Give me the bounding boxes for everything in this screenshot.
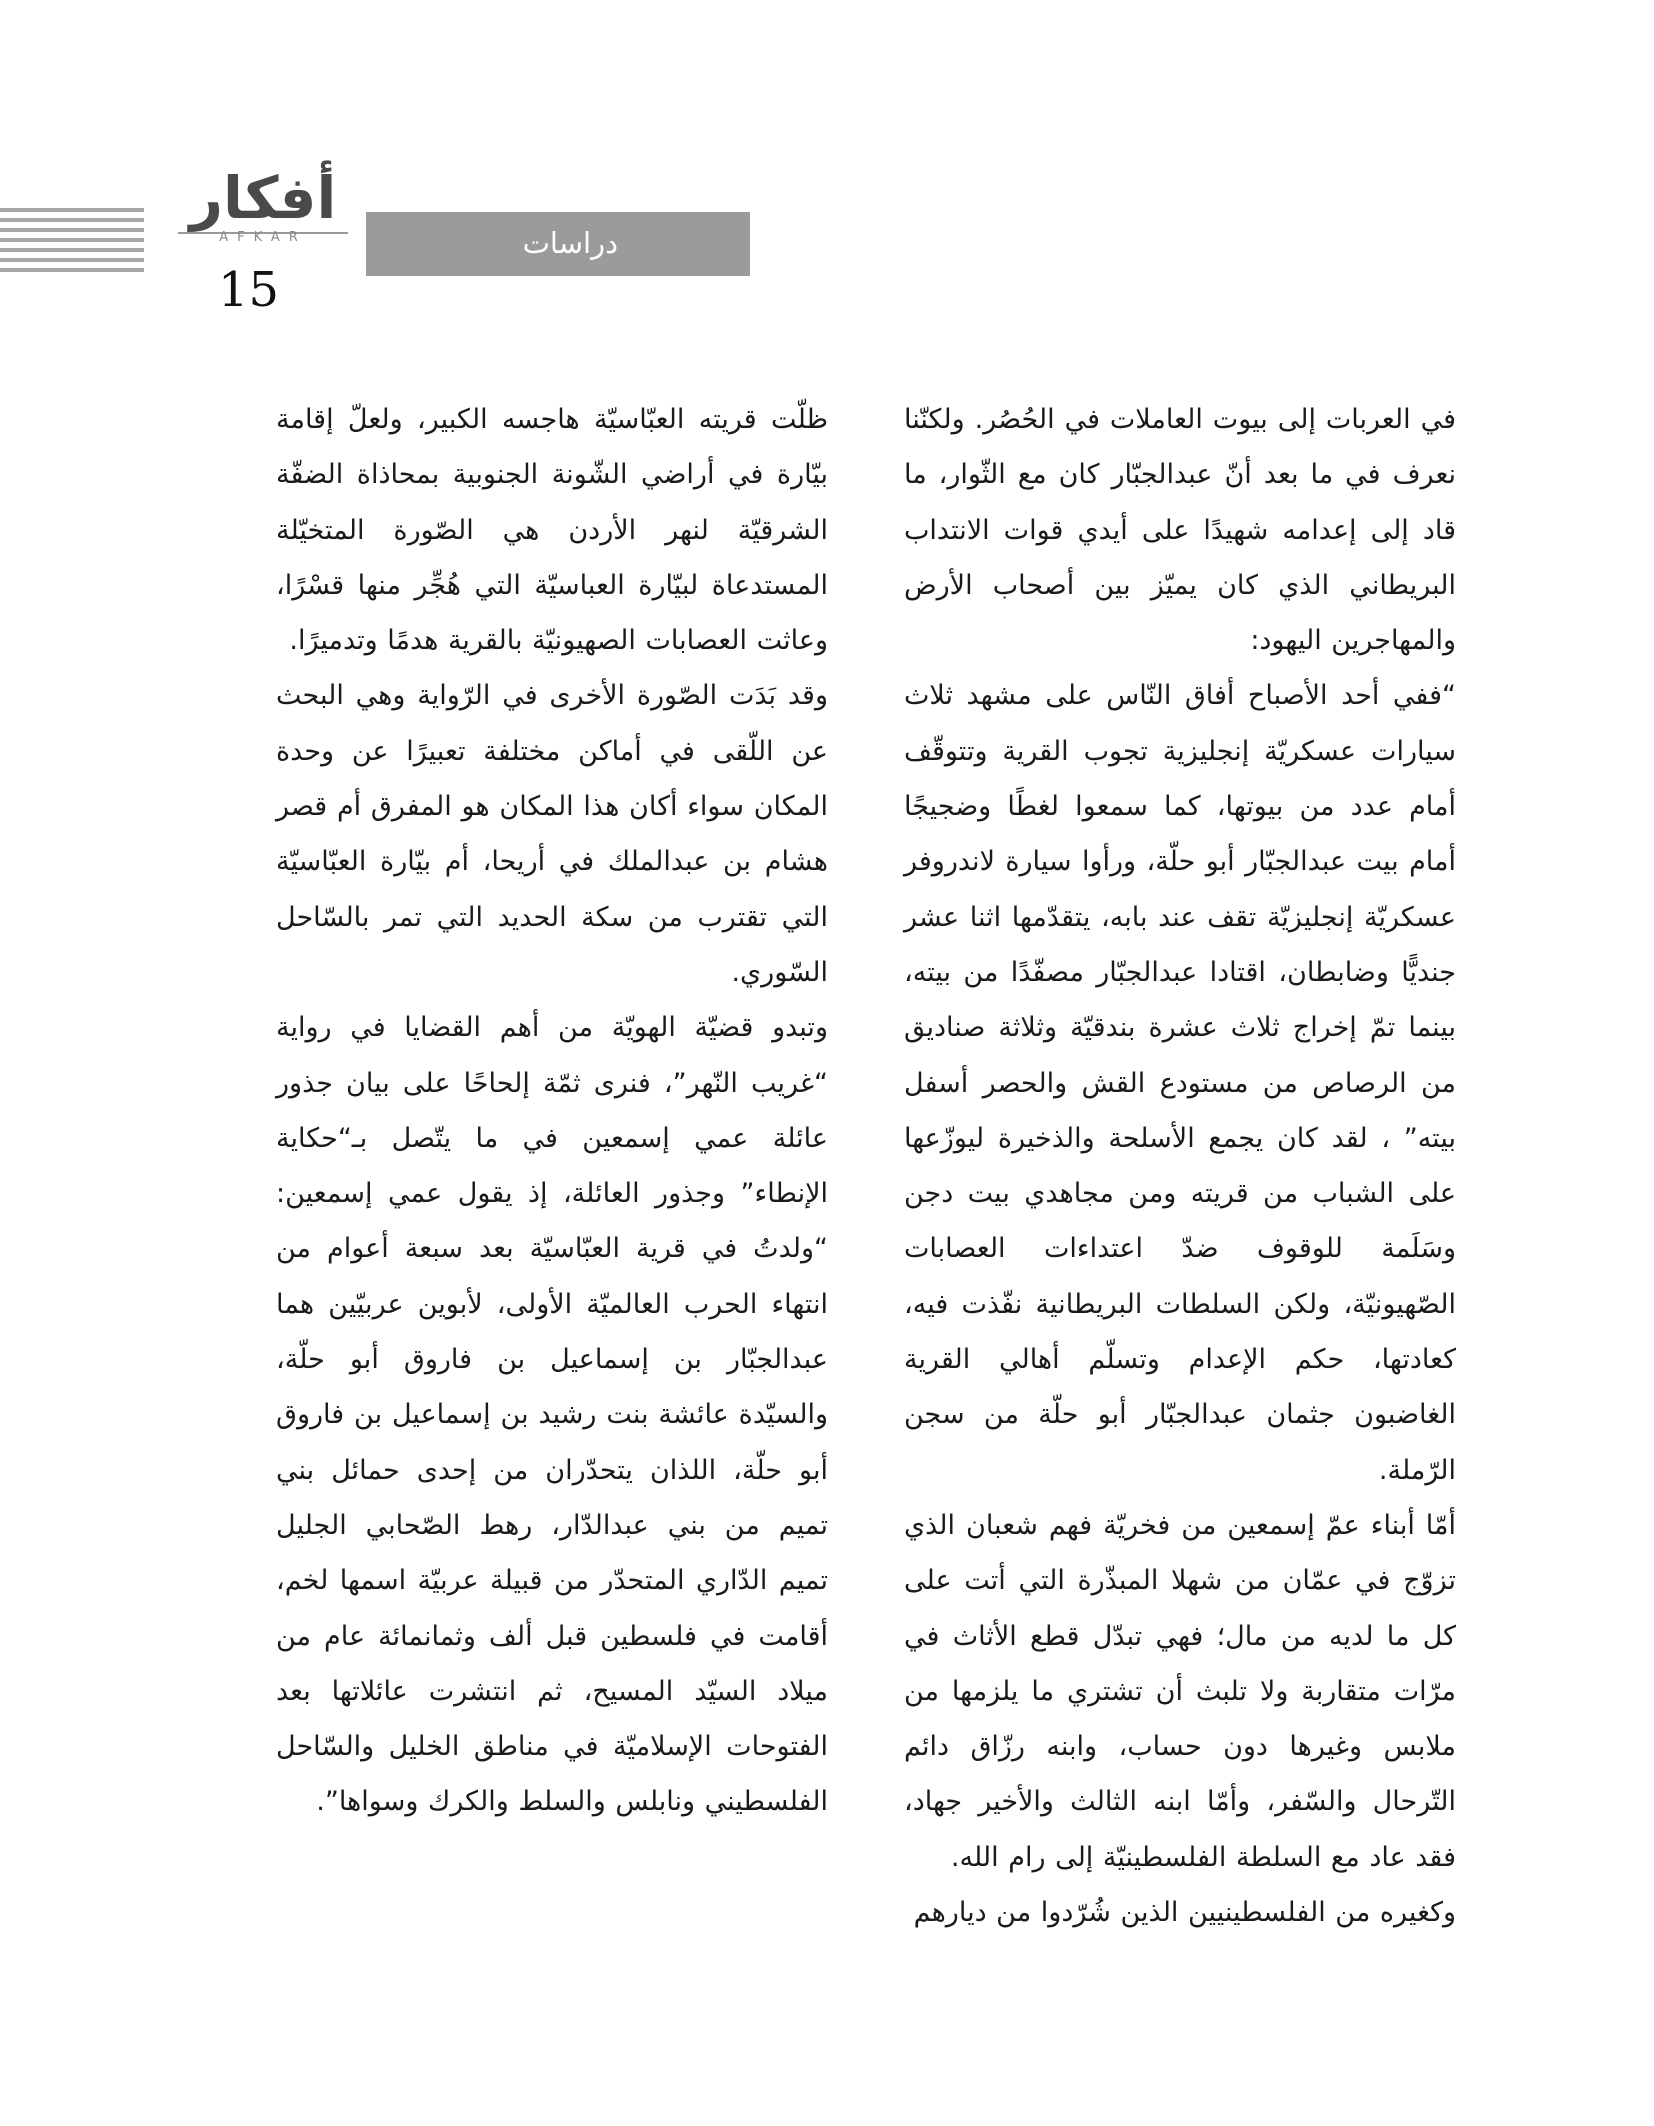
paragraph: في العربات إلى بيوت العاملات في الحُصُر. ولكنّنا نعرف في ما بعد أنّ عبدالجبّار كان مع الثّوار، ما قاد إلى إعدامه شهيدًا على أيدي قوات الانتداب البريطاني الذي كان يميّز بين أصحاب الأرض والمهاجرين اليهود:	[904, 404, 1456, 657]
article-column-left	[276, 392, 828, 1830]
paragraph: وكغيره من الفلسطينيين الذين شُرّدوا من ديارهم	[913, 1897, 1456, 1929]
article-column-right	[904, 392, 1456, 1940]
decorative-stripes	[0, 208, 144, 278]
magazine-logo	[178, 164, 348, 245]
paragraph: وقد بَدَت الصّورة الأخرى في الرّواية وهي البحث عن اللّقى في أماكن مختلفة تعبيرًا عن وحدة المكان سواء أكان هذا المكان هو المفرق أم قصر هشام بن عبدالملك في أريحا، أم بيّارة العبّاسيّة التي تقترب من سكة الحديد التي تمر بالسّاحل السّوري.	[276, 680, 828, 988]
logo-arabic: أفكار	[189, 164, 337, 232]
paragraph: “ففي أحد الأصباح أفاق النّاس على مشهد ثلاث سيارات عسكريّة إنجليزية تجوب القرية وتتوقّف أمام عدد من بيوتها، كما سمعوا لغطًا وضجيجًا أمام بيت عبدالجبّار أبو حلّة، ورأوا سيارة لاندروفر عسكريّة إنجليزيّة تقف عند بابه، يتقدّمها اثنا عشر جنديًّا وضابطان، اقتادا عبدالجبّار مصفّدًا من بيته، بينما تمّ إخراج ثلاث عشرة بندقيّة وثلاثة صناديق من الرصاص من مستودع القش والحصر أسفل بيته” ، لقد كان يجمع الأسلحة والذخيرة ليوزّعها على الشباب من قريته ومن مجاهدي بيت دجن وسَلَمة للوقوف ضدّ اعتداءات العصابات الصّهيونيّة، ولكن السلطات البريطانية نفّذت فيه، كعادتها، حكم الإعدام وتسلّم أهالي القرية الغاضبون جثمان عبدالجبّار أبو حلّة من سجن الرّملة.	[904, 680, 1456, 1486]
logo-latin: AFKAR	[219, 230, 307, 245]
paragraph: وتبدو قضيّة الهويّة من أهم القضايا في رواية “غريب النّهر”، فنرى ثمّة إلحاحًا على بيان جذور عائلة عمي إسمعين في ما يتّصل بـ“حكاية الإنطاء” وجذور العائلة، إذ يقول عمي إسمعين: “ولدتُ في قرية العبّاسيّة بعد سبعة أعوام من انتهاء الحرب العالميّة الأولى، لأبوين عربيّين هما عبدالجبّار بن إسماعيل بن فاروق أبو حلّة، والسيّدة عائشة بنت رشيد بن إسماعيل بن فاروق أبو حلّة، اللذان يتحدّران من إحدى حمائل بني تميم من بني عبدالدّار، رهط الصّحابي الجليل تميم الدّاري المتحدّر من قبيلة عربيّة اسمها لخم، أقامت في فلسطين قبل ألف وثمانمائة عام من ميلاد السيّد المسيح، ثم انتشرت عائلاتها بعد الفتوحات الإسلاميّة في مناطق الخليل والسّاحل الفلسطيني ونابلس والسلط والكرك وسواها”.	[276, 1012, 828, 1818]
page-number: 15	[218, 262, 280, 318]
paragraph: أمّا أبناء عمّ إسمعين من فخريّة فهم شعبان الذي تزوّج في عمّان من شهلا المبذّرة التي أتت على كل ما لديه من مال؛ فهي تبدّل قطع الأثاث في مرّات متقاربة ولا تلبث أن تشتري ما يلزمها من ملابس وغيرها دون حساب، وابنه رزّاق دائم التّرحال والسّفر، وأمّا ابنه الثالث والأخير جهاد، فقد عاد مع السلطة الفلسطينيّة إلى رام الله.	[904, 1509, 1456, 1873]
paragraph: ظلّت قريته العبّاسيّة هاجسه الكبير، ولعلّ إقامة بيّارة في أراضي الشّونة الجنوبية بمحاذاة الضفّة الشرقيّة لنهر الأردن هي الصّورة المتخيّلة المستدعاة لبيّارة العباسيّة التي هُجِّر منها قسْرًا، وعاثت العصابات الصهيونيّة بالقرية هدمًا وتدميرًا.	[276, 404, 828, 657]
section-tab	[366, 212, 750, 276]
section-label: دراسات	[522, 226, 618, 260]
